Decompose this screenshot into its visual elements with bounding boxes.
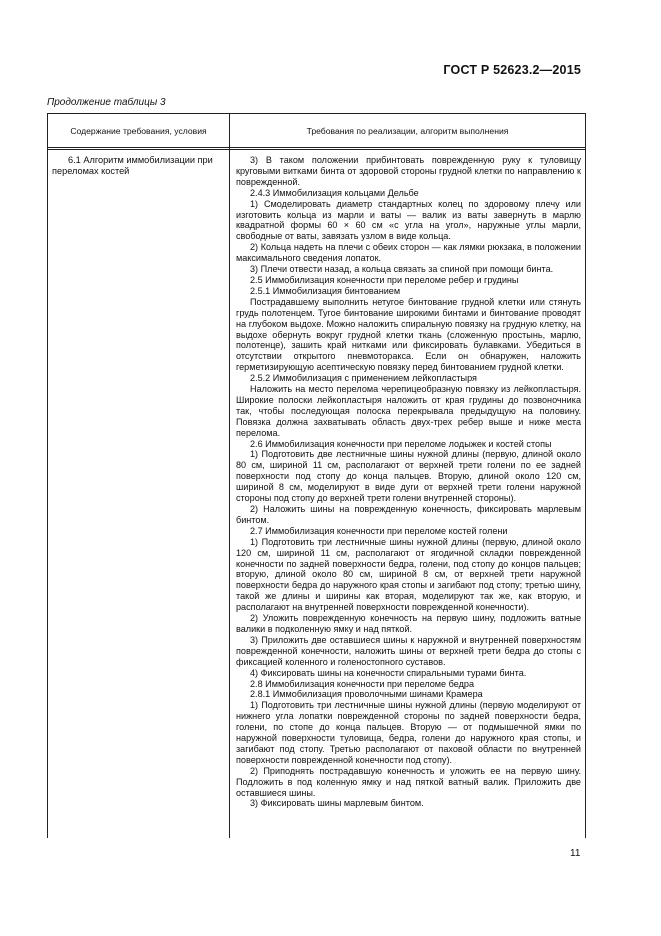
paragraph: 1) Смоделировать диаметр стандартных колец по здоровому плечу или изготовить кольца из марли и ваты — валик из ваты завернуть в марлю квадратной формы 60 × 60 см «с угла на угол», наружные углы марли, свободные от ваты, завязать узлом в виде кольца. <box>236 198 581 242</box>
paragraph: 3) В таком положении прибинтовать поврежденную руку к туловищу круговыми витками бинта от здоровой стороны грудной клетки по направлению к поврежденной. <box>236 155 581 187</box>
paragraph: 2) Приподнять пострадавшую конечность и уложить ее на первую шину. Подложить в под коленную ямку и над пяткой ватный валик. Приложить две оставшиеся шины. <box>236 765 581 798</box>
paragraph: 2.4.3 Иммобилизация кольцами Дельбе <box>250 187 419 198</box>
paragraph: Наложить на место перелома черепицеобразную повязку из лейкопластыря. Широкие полоски лейкопластыря наложить от края грудины до позвоночника так, чтобы последующая полоска перекрывала предыдущую на половину. Повязка должна захватывать область двух-трех ребер выше и ниже места перелома. <box>236 384 581 438</box>
paragraph: 1) Подготовить две лестничные шины нужной длины (первую, длиной около 80 см, шириной 11 см, располагают от верхней трети голени по ее задней поверхности под стопу до конца пальцев. Вторую, длиной около 120 см, шириной 8 см, моделируют в виде дуги от верхней трети голени наружной стороны под стопу до верхней трети голени внутренней стороны). <box>236 449 581 504</box>
paragraph: 2.7 Иммобилизация конечности при переломе костей голени <box>250 525 508 536</box>
column-header-algorithm: Требования по реализации, алгоритм выполнения <box>306 125 509 136</box>
paragraph: 3) Фиксировать шины марлевым бинтом. <box>250 798 424 809</box>
column-divider <box>229 114 230 838</box>
algorithm-cell <box>236 155 581 809</box>
paragraph: 1) Подготовить три лестничные шины нужной длины (первую, длиной около 120 см, шириной 11 см, располагают от ягодичной складки поврежденной конечности по задней поверхности бедра, голени, под стопу до концов пальцев; вторую, длиной около 80 см, шириной 8 см, от верхней трети наружной поверхности бедра до наружного края стопы и загибают под стопу; третью шину, такой же длины и ширины как вторая, моделируют так же, как вторую, и располагают на внутренней поверхности поврежденной конечности). <box>236 536 581 613</box>
document-code: ГОСТ Р 52623.2—2015 <box>443 63 581 77</box>
paragraph: 2) Уложить поврежденную конечность на первую шину, подложить ватные валики в подколенную ямку и над пяткой. <box>236 613 581 634</box>
header-bottom-rule <box>48 149 585 150</box>
paragraph: 2.5.2 Иммобилизация с применением лейкопластыря <box>250 373 477 384</box>
paragraph: 2.5.1 Иммобилизация бинтованием <box>250 285 401 296</box>
table-continuation-caption: Продолжение таблицы 3 <box>47 97 166 108</box>
paragraph: 2) Кольца надеть на плечи с обеих сторон — как лямки рюкзака, в положении максимального сведения лопаток. <box>236 242 581 264</box>
paragraph: 2.5 Иммобилизация конечности при переломе ребер и грудины <box>250 274 519 285</box>
paragraph: Пострадавшему выполнить нетугое бинтование грудной клетки или стянуть грудь полотенцем. Тугое бинтование широкими бинтами и бинтование проводят на глубоком выдохе. Можно наложить спиральную повязку на грудную клетку, на выдохе обернуть вокруг грудной клетки ткань (сложенную простынь, марлю, полотенце), зашить край нитками или фиксировать булавками. Убедиться в отсутствии открытого пневмоторакса. Если он обнаружен, наложить герметизирующую асептическую повязку перед бинтованием грудной клетки. <box>236 296 581 373</box>
requirements-table <box>47 113 586 838</box>
paragraph: 1) Подготовить три лестничные шины нужной длины (первую моделируют от нижнего угла лопатки поврежденной стороны по задней поверхности бедра, голени, по стопе до конца пальцев. Вторую — от подмышечной ямки по наружной поверхности туловища, бедра, голени до наружного края стопы, и загибают под стопу. Третью располагают от паховой области по внутренней поверхности поврежденной конечности под стопу). <box>236 700 581 765</box>
column-header-requirement: Содержание требования, условия <box>70 125 207 136</box>
paragraph: 4) Фиксировать шины на конечности спиральными турами бинта. <box>250 667 527 678</box>
paragraph: 3) Плечи отвести назад, а кольца связать за спиной при помощи бинта. <box>250 264 554 275</box>
paragraph: 2.8.1 Иммобилизация проволочными шинами Крамера <box>250 689 483 700</box>
table-header-row <box>48 114 585 148</box>
page-number: 11 <box>570 848 581 859</box>
paragraph: 2.8 Иммобилизация конечности при переломе бедра <box>250 678 475 689</box>
requirement-cell: 6.1 Алгоритм иммобилизации при переломах костей <box>52 155 213 176</box>
paragraph: 2) Наложить шины на поврежденную конечность, фиксировать марлевым бинтом. <box>236 504 581 525</box>
paragraph: 3) Приложить две оставшиеся шины к наружной и внутренней поверхностям поврежденной конечности, наложить шины от верхней трети бедра до стопы с фиксацией коленного и голеностопного суставов. <box>236 634 581 667</box>
paragraph: 2.6 Иммобилизация конечности при переломе лодыжек и костей стопы <box>250 438 552 449</box>
